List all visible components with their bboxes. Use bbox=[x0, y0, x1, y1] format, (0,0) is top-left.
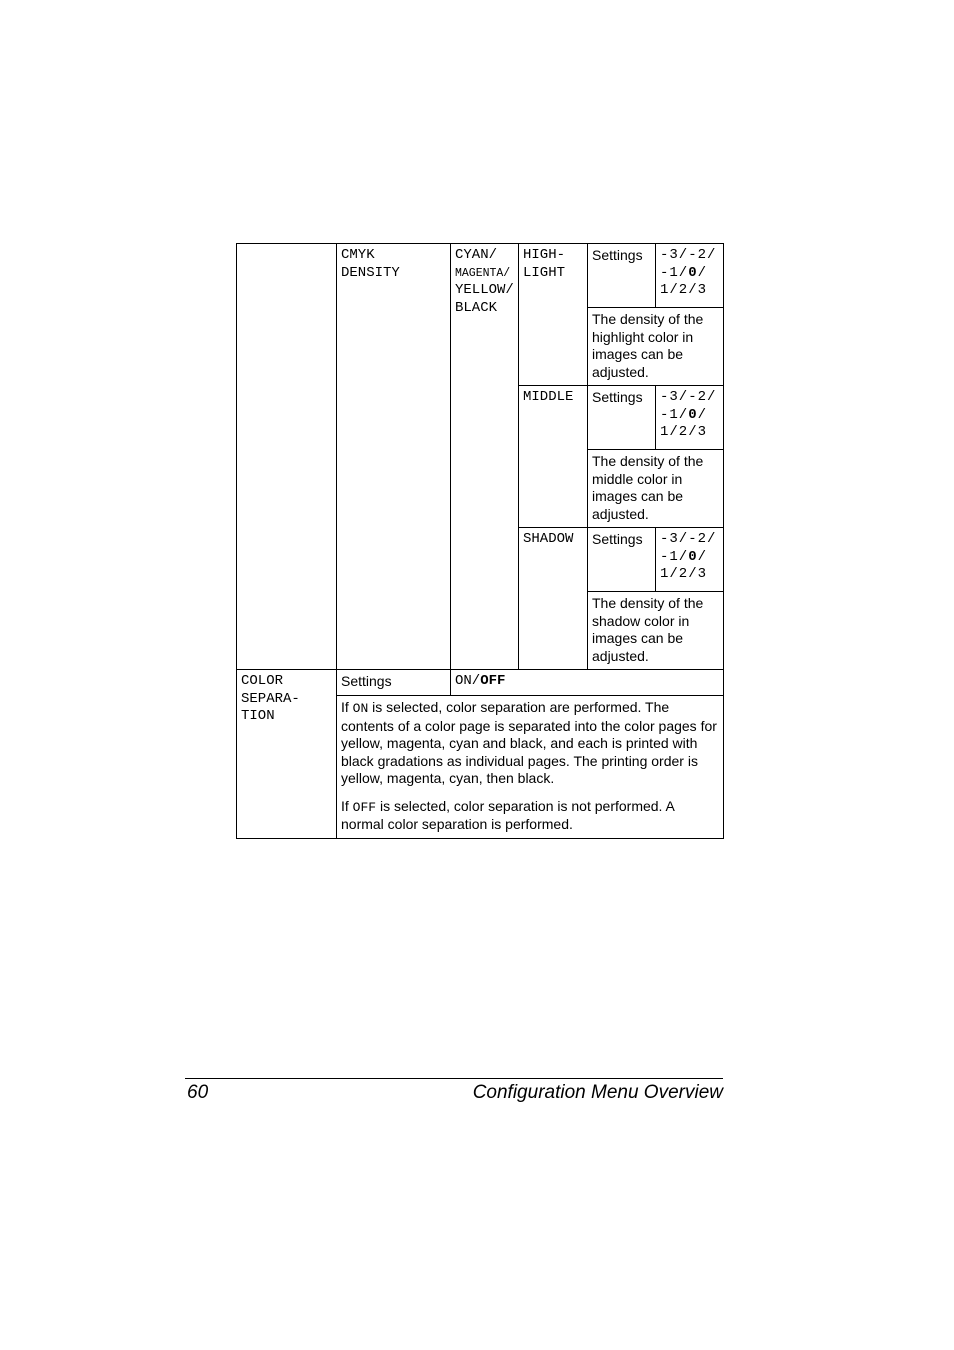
footer-divider bbox=[185, 1078, 723, 1079]
color-separation-settings-values: ON/OFF bbox=[451, 670, 724, 696]
shadow-description: The density of the shadow color in images can be adjusted. bbox=[588, 592, 724, 670]
shadow-default-value: 0 bbox=[688, 548, 698, 565]
color-separation-settings-label: Settings bbox=[337, 670, 451, 696]
middle-description: The density of the middle color in images can be adjusted. bbox=[588, 450, 724, 528]
shadow-settings-values: -3/-2/ -1/0/ 1/2/3 bbox=[656, 528, 724, 592]
color-channel-list: CYAN/ MAGENTA/ YELLOW/ BLACK bbox=[451, 244, 519, 670]
menu-item-cmyk-density: CMYK DENSITY bbox=[337, 244, 451, 670]
menu-item-highlight: HIGH- LIGHT bbox=[519, 244, 588, 386]
color-separation-off-paragraph: If OFF is selected, color separation is not performed. A normal color separation is performed. bbox=[341, 797, 675, 832]
color-separation-on-paragraph: If ON is selected, color separation are performed. The contents of a color page is separated into the color pages for yellow, magenta, cyan and black, and each is printed with black gradations as individual pages. The printing order is yellow, magenta, cyan, then black. bbox=[341, 699, 717, 786]
highlight-default-value: 0 bbox=[688, 264, 698, 281]
configuration-menu-table bbox=[236, 243, 724, 839]
highlight-description: The density of the highlight color in images can be adjusted. bbox=[588, 308, 724, 386]
middle-default-value: 0 bbox=[688, 406, 698, 423]
footer-section-title: Configuration Menu Overview bbox=[472, 1082, 723, 1103]
menu-item-color-separation: COLOR SEPARA- TION bbox=[237, 670, 337, 839]
empty-menu-cell bbox=[237, 244, 337, 670]
highlight-settings-label: Settings bbox=[588, 244, 656, 308]
highlight-settings-values: -3/-2/ -1/0/ 1/2/3 bbox=[656, 244, 724, 308]
menu-item-middle: MIDDLE bbox=[519, 386, 588, 528]
color-separation-description bbox=[337, 696, 724, 839]
page-number: 60 bbox=[187, 1082, 209, 1103]
color-separation-default-value: OFF bbox=[480, 673, 506, 689]
middle-settings-values: -3/-2/ -1/0/ 1/2/3 bbox=[656, 386, 724, 450]
shadow-settings-label: Settings bbox=[588, 528, 656, 592]
menu-item-shadow: SHADOW bbox=[519, 528, 588, 670]
middle-settings-label: Settings bbox=[588, 386, 656, 450]
